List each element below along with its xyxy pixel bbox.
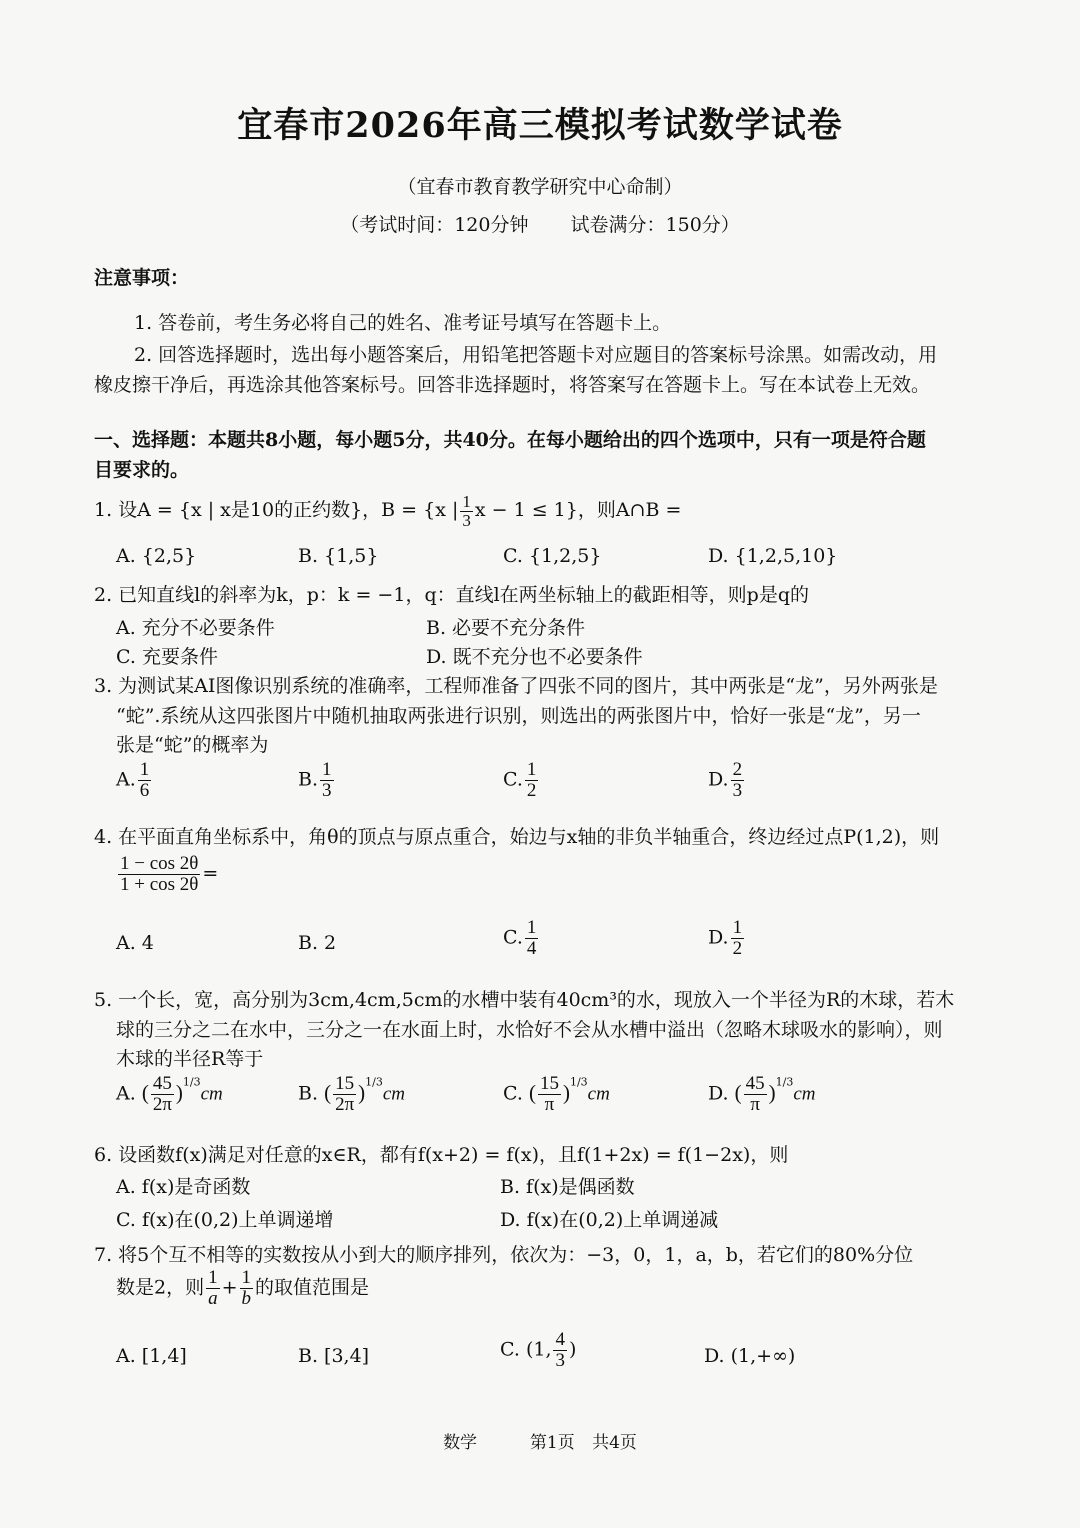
notice-item-2: 2. 回答选择题时，选出每小题答案后，用铅笔把答题卡对应题目的答案标号涂黑。如需改动，用	[134, 344, 938, 366]
footer-total: 共4页	[592, 1433, 637, 1453]
fraction: $\frac{1}{2}$	[732, 917, 743, 959]
fraction: $\frac{1}{a}$	[208, 1267, 218, 1309]
q2-option-a: A. 充分不必要条件	[116, 617, 275, 639]
question-2-stem: 2. 已知直线l的斜率为k，p：k = −1，q：直线l在两坐标轴上的截距相等，则p是q的	[94, 584, 810, 606]
section-heading-cont: 目要求的。	[94, 459, 190, 481]
q5-option-d: D. ( $\frac{45}{\pi}$ )$^{1/3}$cm	[708, 1073, 816, 1115]
section-heading: 一、选择题：本题共8小题，每小题5分，共40分。在每小题给出的四个选项中，只有一项是符合题	[94, 429, 926, 451]
question-3-line-2: “蛇”.系统从这四张图片中随机抽取两张进行识别，则选出的两张图片中，恰好一张是“龙”，另一	[116, 705, 921, 727]
q4-option-d: D. $\frac{1}{2}$	[708, 917, 743, 959]
q5-option-b: B. ( $\frac{15}{2\pi}$ )$^{1/3}$cm	[298, 1073, 406, 1115]
q6-option-d: D. f(x)在(0,2)上单调递减	[500, 1209, 719, 1231]
q5-option-a: A. ( $\frac{45}{2\pi}$ )$^{1/3}$cm	[116, 1073, 223, 1115]
question-3-line-1: 3. 为测试某AI图像识别系统的准确率，工程师准备了四张不同的图片，其中两张是“龙”，另外两张是	[94, 675, 938, 697]
notice-heading: 注意事项：	[94, 267, 190, 289]
q4-option-b: B. 2	[298, 932, 337, 954]
question-4-expression: $\frac{1 - \cos 2\theta}{1 + \cos 2\theta}$ =	[120, 853, 219, 895]
q7-option-a: A. [1,4]	[116, 1345, 187, 1367]
fraction: $\frac{45}{\pi}$	[745, 1073, 765, 1115]
question-7-line-2: 数是2，则 $\frac{1}{a}$ + $\frac{1}{b}$ 的取值范围是	[116, 1267, 370, 1309]
question-5-line-3: 木球的半径R等于	[116, 1048, 264, 1070]
question-5-line-1: 5. 一个长，宽，高分别为3cm,4cm,5cm的水槽中装有40cm³的水，现放入一个半径为R的木球，若木	[94, 989, 955, 1011]
q3-option-d: D. $\frac{2}{3}$	[708, 759, 743, 801]
fraction: $\frac{1}{3}$	[322, 759, 332, 801]
q7-option-c: C. (1, $\frac{4}{3}$ )	[500, 1329, 577, 1371]
fraction: $\frac{2}{3}$	[732, 759, 743, 801]
full-score: 试卷满分：150分）	[570, 214, 740, 236]
question-6-stem: 6. 设函数f(x)满足对任意的x∈R，都有f(x+2) = f(x)，且f(1+2x) = f(1−2x)，则	[94, 1144, 789, 1166]
page-footer	[0, 1428, 1080, 1453]
question-7-line-1: 7. 将5个互不相等的实数按从小到大的顺序排列，依次为：−3，0，1，a，b，若它们的80%分位	[94, 1244, 914, 1266]
question-3-line-3: 张是“蛇”的概率为	[116, 734, 269, 756]
question-5-line-2: 球的三分之二在水中，三分之一在水面上时，水恰好不会从水槽中溢出（忽略木球吸水的影响），则	[116, 1019, 943, 1041]
fraction: $\frac{15}{\pi}$	[539, 1073, 559, 1115]
q7-option-b: B. [3,4]	[298, 1345, 370, 1367]
footer-subject: 数学	[443, 1433, 478, 1453]
q6-option-c: C. f(x)在(0,2)上单调递增	[116, 1209, 334, 1231]
q1-option-b: B. {1,5}	[298, 545, 379, 567]
q2-option-c: C. 充要条件	[116, 646, 218, 668]
q4-option-c: C. $\frac{1}{4}$	[503, 917, 537, 959]
fraction: $\frac{1}{3}$	[462, 491, 471, 530]
exam-info	[0, 210, 1080, 237]
fraction: $\frac{45}{2\pi}$	[152, 1073, 172, 1115]
q3-option-c: C. $\frac{1}{2}$	[503, 759, 537, 801]
question-1-stem: 1. 设A = {x | x是10的正约数}，B = {x | $\frac{1}{3}$ x − 1 ≤ 1}，则A∩B =	[94, 491, 682, 530]
fraction: $\frac{1}{b}$	[241, 1267, 252, 1309]
q1-option-a: A. {2,5}	[116, 545, 197, 567]
q3-option-a: A. $\frac{1}{6}$	[116, 759, 150, 801]
exam-time: （考试时间：120分钟	[340, 214, 529, 236]
question-4-line-1: 4. 在平面直角坐标系中，角θ的顶点与原点重合，始边与x轴的非负半轴重合，终边经过点P(1,2)，则	[94, 826, 940, 848]
q6-option-b: B. f(x)是偶函数	[500, 1176, 635, 1198]
fraction: $\frac{15}{2\pi}$	[335, 1073, 355, 1115]
q6-option-a: A. f(x)是奇函数	[116, 1176, 251, 1198]
q7-option-d: D. (1,+∞)	[704, 1345, 796, 1367]
fraction: $\frac{4}{3}$	[555, 1329, 565, 1371]
notice-item-2-cont: 橡皮擦干净后，再选涂其他答案标号。回答非选择题时，将答案写在答题卡上。写在本试卷上无效。	[94, 374, 931, 396]
q2-option-d: D. 既不充分也不必要条件	[426, 646, 643, 668]
q3-option-b: B. $\frac{1}{3}$	[298, 759, 332, 801]
fraction: $\frac{1}{4}$	[526, 917, 537, 959]
exam-title: 宜春市2026年高三模拟考试数学试卷	[237, 105, 843, 146]
q5-option-c: C. ( $\frac{15}{\pi}$ )$^{1/3}$cm	[503, 1073, 610, 1115]
q2-option-b: B. 必要不充分条件	[426, 617, 586, 639]
fraction: $\frac{1}{2}$	[526, 759, 537, 801]
footer-page: 第1页	[529, 1433, 575, 1453]
q1-option-d: D. {1,2,5,10}	[708, 545, 838, 567]
q4-option-a: A. 4	[116, 932, 154, 954]
exam-subtitle: （宜春市教育教学研究中心命制）	[397, 176, 683, 198]
fraction: $\frac{1 - \cos 2\theta}{1 + \cos 2\theta}$	[120, 853, 199, 895]
notice-item-1: 1. 答卷前，考生务必将自己的姓名、准考证号填写在答题卡上。	[134, 312, 672, 334]
fraction: $\frac{1}{6}$	[139, 759, 150, 801]
q1-option-c: C. {1,2,5}	[503, 545, 602, 567]
